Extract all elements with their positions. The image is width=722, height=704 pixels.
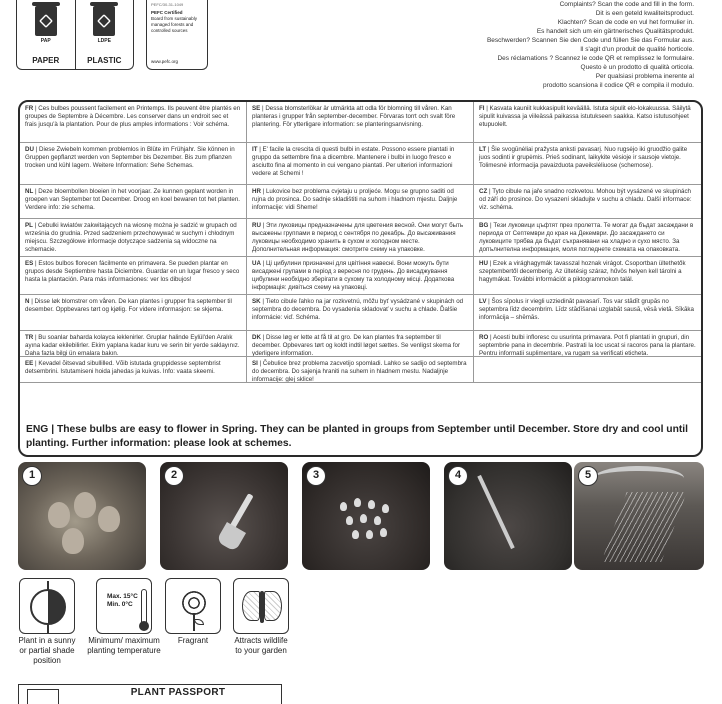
language-code: FI — [479, 105, 485, 112]
icon-caption: Fragrant — [177, 636, 209, 645]
language-code: FR — [25, 105, 34, 112]
pefc-url: www.pefc.org — [151, 59, 179, 64]
language-code: N — [25, 298, 30, 305]
language-code: RU — [252, 222, 261, 229]
multilingual-instructions — [18, 100, 703, 457]
step-number: 3 — [306, 466, 326, 486]
qr-line: Il s'agit d'un produit de qualité horticole. — [580, 46, 694, 53]
language-cell-ee: EE | Kevadel õitsevad sibullilled. Võib istutada gruppidesse septembrist detsembrini. Istutamiseni hoida jahedas ja kuivas. Info: vaata skeemi. — [20, 357, 247, 383]
language-code: ENG — [26, 424, 49, 435]
care-sun — [16, 578, 78, 666]
language-cell-ru: RU | Эти луковицы предназначены для цветения весной. Они могут быть высажены группами в период с сентября по декабрь. До высаживания луковицы необходимо хранить в сухом и холодном месте. Дополнительная информация: смотрите схему на упаковке. — [247, 219, 474, 257]
pefc-code: PEFC/30-31-1049 — [151, 2, 184, 7]
pefc-certification — [146, 0, 208, 70]
language-text: Čebulice brez problema zacvetijo spomladi. Lahko se sadijo od septembra do decembra. Do sajenja hraniti na suhem in hladnem mestu. Nadaljnje informacije: glej sklice! — [252, 360, 467, 383]
care-temperature — [86, 578, 162, 656]
language-cell-bg: BG | Тези луковици цъфтят през пролетта. Те могат да бъдат засаждани в периода от Септември до края на Декември. До засаждането си луковиците трябва да бъдат съхранявани на хладно и сухо място. За допълнителна информация, моля погледнете схемата на опаковката. — [474, 219, 701, 257]
step-2-dig-hole — [160, 462, 288, 570]
qr-line: Klachten? Scan de code en vul het formulier in. — [557, 19, 694, 26]
language-text: Tieto cibule ľahko na jar rozkvetnú, môžu byť vysádzané v skupinách od septembra do decembra. Do vysadenia skladovať v suchu a chlade. Ďalšie informácie: viď. Schéma. — [252, 298, 464, 321]
language-cell-sk: SK | Tieto cibule ľahko na jar rozkvetnú, môžu byť vysádzané v skupinách od septembra do decembra. Do vysadenia skladovať v suchu a chlade. Ďalšie informácie: viď. Schéma. — [247, 295, 474, 331]
language-code: EE — [25, 360, 34, 367]
flower-icon — [165, 578, 221, 634]
language-cell-hu: HU | Ezek a virághagymák tavasszal hoznak virágot. Csoportban ültethetők szeptembertől decemberig. Az ültetésig száraz, hűvös helyen kell tárolni a hagymákat. További információt a piktogrammokon talál. — [474, 257, 701, 295]
language-text: Ці цибулини призначені для цвітіння навесні. Вони можуть бути висаджені групами в період з вересня по грудень. До висаджування цибулини необхідно зберігати в сухому та холодному місці. Додаткова інформація: дивіться схему на упаковці. — [252, 260, 455, 291]
language-code: LV — [479, 298, 487, 305]
recycling-plastic — [76, 0, 134, 69]
care-fragrant — [162, 578, 224, 646]
language-cell-lt: LT | Šie svogūnėliai pražysta anksti pavasarį. Nuo rugsėjo iki gruodžio galite juos sodinti ir grupėmis. Prieš sodinant, laikykite vėsioje ir sausoje vietoje. Tolimesnė informacija pavaizduota paveikslėliuose (schemose). — [474, 143, 701, 185]
language-code: SI — [252, 360, 258, 367]
language-code: HU — [479, 260, 488, 267]
icon-caption: Plant in a sunny or partial shade position — [18, 636, 76, 665]
qr-line: prodotto scansiona il codice QR e compila il modulo. — [542, 82, 694, 89]
pefc-title: PEFC Certified — [151, 10, 183, 15]
language-text: Disse løk blomstrer om våren. De kan plantes i grupper fra september til desember. Oppbevares tørt og kjølig. For videre informasjon: se skjema. — [25, 298, 232, 313]
qr-line: Complaints? Scan the code and fill in the form. — [559, 1, 694, 8]
language-cell-tr: TR | Bu soanlar baharda kolayca ieklenirler. Gruplar halinde Eylül'den Aralık ayına kadar ekilebilirler. Ekim yaplana kadar kuru ve serin bir yerde saklayınız. Daha fazla bilgi ün emalara bakın. — [20, 331, 247, 357]
language-cell-ro: RO | Acesti bulbi infloresc cu usurinta primavara. Pot fi plantati in grupuri, din septembrie pana in decembrie. Pastrati la loc uscat si racoros pana la plantare. Pentru informatii suplimentare, va rugam sa verificati eticheta. — [474, 331, 701, 357]
step-4-rake-soil — [444, 462, 572, 570]
language-text: E' facile la crescita di questi bulbi in estate. Possono essere piantati in gruppo da settembre fina a dicembre. Mantenere i bulbi in luogo fresco e asciutto fina al momento in cui vengano piantati. Per ulteriori informazioni vedere at Schemi ! — [252, 146, 455, 177]
step-number: 4 — [448, 466, 468, 486]
language-cell-pl: PL | Cebulki kwiatów zakwitających na wiosnę można je sadzić w grupach od września do grudnia. Przed sadzeniem przechowywać w suchym i chłodnym miejscu. Szczegółowe informacje dotyczące sadzenia są widoczne na schemacie. — [20, 219, 247, 257]
language-cell-lv: LV | Šos sīpolus ir viegli uzziedināt pavasarī. Tos var stādīt grupās no septembra līdz decembrim. Līdz stādīšanai uzglabāt sausā, vēsā vietā. Sīkāka informācija – shēmās. — [474, 295, 701, 331]
eu-flag-icon — [27, 689, 59, 704]
step-3-place-bulbs — [302, 462, 430, 570]
recycling-label: PLASTIC — [87, 56, 122, 65]
recycling-label: PAPER — [32, 56, 60, 65]
language-cell-es: ES | Estos bulbos florecen fácilmente en primavera. Se pueden plantar en grupos desde Septiembre hasta Diciembre. Guardar en un lugar fresco y seco hasta la plantación. Para más informaciones: ver los dibujos! — [20, 257, 247, 295]
language-text: Šie svogūnėliai pražysta anksti pavasarį. Nuo rugsėjo iki gruodžio galite juos sodinti ir grupėmis. Prieš sodinant, laikykite vėsioje ir sausoje vietoje. Tolimesnė informacija pavaizduota paveikslėliuose (schemose). — [479, 146, 688, 169]
language-code: TR — [25, 334, 34, 341]
language-code: HR — [252, 188, 261, 195]
language-cell-dk: DK | Disse løg er lette at få til at gro. De kan plantes fra september til december. Opbevares tørt og koldt indtil løget sættes. Se venligst skema for yderligere information. — [247, 331, 474, 357]
passport-title: PLANT PASSPORT — [130, 687, 226, 698]
step-1-bulbs-in-hands — [18, 462, 146, 570]
language-cell-fi: FI | Kasvata kauniit kukkasipulit keväällä. Istuta sipulit elo-lokakuussa. Säilytä sipulit kuivassa ja viileässä paikassa istutukseen saakka. Katso istutusohjeet etupuolelt. — [474, 102, 701, 143]
language-cell-nl: NL | Deze bloembollen bloeien in het voorjaar. Ze kunnen geplant worden in groepen van September tot December. Droog en koel bewaren tot het planten. Verdere info: zie schema. — [20, 185, 247, 219]
language-code: ES — [25, 260, 34, 267]
language-text: Šos sīpolus ir viegli uzziedināt pavasarī. Tos var stādīt grupās no septembra līdz decembrim. Līdz stādīšanai uzglabāt sausā, vēsā vietā. Sīkāka informācija – shēmās. — [479, 298, 694, 321]
english-instructions: ENG | These bulbs are easy to flower in Spring. They can be planted in groups from September until December. Store dry and cool until planting. Further information: please look at schemes. — [26, 424, 689, 449]
paper-bin-icon — [35, 6, 57, 36]
recycling-paper — [17, 0, 76, 69]
language-text: Тези луковици цъфтят през пролетта. Те могат да бъдат засаждани в периода от Септември до края на Декември. До засаждането си луковиците трябва да бъдат съхранявани на хладно и сухо място. За допълнителна информация, моля погледнете схемата на опаковката. — [479, 222, 694, 253]
language-grid — [20, 102, 701, 383]
thermometer-icon — [96, 578, 152, 634]
language-cell-hr: HR | Lukovice bez problema cvjetaju u proljeće. Mogu se grupno saditi od rujna do prosinca. Do sadnje skladištiti na suhom i hladnom mjestu. Daljnje informacije: vidi Sheme! — [247, 185, 474, 219]
language-text: Dessa blomsterlökar är utmärkta att odla för blomning till våren. Kan planteras i grupper från september-december. Förvaras torrt och svalt före plantering. För ytterligare information: se planteringsanvisning. — [252, 105, 456, 128]
language-code: BG — [479, 222, 489, 229]
language-cell-ua: UA | Ці цибулини призначені для цвітіння навесні. Вони можуть бути висаджені групами в період з вересня по грудень. До висаджування цибулини необхідно зберігати в сухому та холодному місці. Додаткова інформація: дивіться схему на упаковці. — [247, 257, 474, 295]
qr-line: Per qualsiasi problema inerente al — [595, 73, 694, 80]
language-text: Cebulki kwiatów zakwitających na wiosnę można je sadzić w grupach od września do grudnia. Przed sadzeniem przechowywać w suchym i chłodnym miejscu. Szczegółowe informacje dotyczące sadzenia są widoczne na schemacie. — [25, 222, 237, 253]
language-text: Tyto cibule na jaře snadno rozkvetou. Mohou být vysázené ve skupinách od září do prosince. Do vysazení skladujte v suchu a chladu. Další informace: viz. schéma. — [479, 188, 692, 211]
language-code: SE — [252, 105, 261, 112]
packaging-header — [0, 0, 722, 92]
language-code: PL — [25, 222, 33, 229]
min-temp: Min. 0°C — [107, 601, 133, 608]
language-text: Diese Zwiebeln kommen problemlos in Blüte im Frühjahr. Sie können in Gruppen gepflanzt werden von September bis Dezember. Bis zum pflanzen trocken und kühl lagern. Weitere Information: Sehe Schemas. — [25, 146, 235, 169]
language-code: SK — [252, 298, 261, 305]
qr-line: Questo è un prodotto di qualità orticola. — [580, 64, 694, 71]
step-number: 5 — [578, 466, 598, 486]
step-5-water — [574, 462, 704, 570]
language-cell-n: N | Disse løk blomstrer om våren. De kan plantes i grupper fra september til desember. Oppbevares tørt og kjølig. For videre informasjon: se skjema. — [20, 295, 247, 331]
butterfly-icon — [233, 578, 289, 634]
language-text: Estos bulbos florecen fácilmente en primavera. Se pueden plantar en grupos desde Septiembre hasta Diciembre. Guardar en un lugar fresco y seco hasta la plantación. Para más informaciones: ver los dibujos! — [25, 260, 240, 283]
language-code: DK — [252, 334, 261, 341]
planting-steps — [18, 462, 704, 570]
language-cell-se: SE | Dessa blomsterlökar är utmärkta att odla för blomning till våren. Kan planteras i grupper från september-december. Förvaras torrt och svalt före plantering. För ytterligare information: se planteringsanvisning. — [247, 102, 474, 143]
language-code: NL — [25, 188, 34, 195]
language-code: CZ — [479, 188, 488, 195]
qr-line: Beschwerden? Scannen Sie den Code und füllen Sie das Formular aus. — [486, 37, 694, 44]
language-cell-du: DU | Diese Zwiebeln kommen problemlos in Blüte im Frühjahr. Sie können in Gruppen gepflanzt werden von September bis Dezember. Bis zum pflanzen trocken und kühl lagern. Weitere Information: Sehe Schemas. — [20, 143, 247, 185]
step-number: 2 — [164, 466, 184, 486]
pefc-text: Board from sustainably managed forests and controlled sources — [151, 16, 198, 33]
language-cell-fr: FR | Ces bulbes poussent facilement en Printemps. Ils peuvent être plantés en groupes de Septembre à Décembre. Les conserver dans un endroit sec et frais jusqu'à la plantation. Pour de plus amples informations : Voir schéma. — [20, 102, 247, 143]
language-cell-empty — [474, 357, 701, 383]
qr-line: Des réclamations ? Scannez le code QR et remplissez le formulaire. — [497, 55, 694, 62]
care-wildlife — [230, 578, 292, 656]
care-icons — [18, 578, 318, 674]
language-text: Disse løg er lette at få til at gro. De kan plantes fra september til december. Opbevares tørt og koldt indtil løget sættes. Se venligst skema for yderligere information. — [252, 334, 461, 357]
sun-partial-shade-icon — [19, 578, 75, 634]
quality-complaints-text — [444, 0, 694, 90]
language-cell-si: SI | Čebulice brez problema zacvetijo spomladi. Lahko se sadijo od septembra do decembra. Do sajenja hraniti na suhem in hladnem mestu. Nadaljnje informacije: glej sklice! — [247, 357, 474, 383]
qr-line: Es handelt sich um ein gärtnerisches Qualitätsprodukt. — [536, 28, 694, 35]
step-number: 1 — [22, 466, 42, 486]
language-cell-cz: CZ | Tyto cibule na jaře snadno rozkvetou. Mohou být vysázené ve skupinách od září do prosince. Do vysazení skladujte v suchu a chladu. Další informace: viz. schéma. — [474, 185, 701, 219]
language-cell-it: IT | E' facile la crescita di questi bulbi in estate. Possono essere piantati in gruppo da settembre fina a dicembre. Mantenere i bulbi in luogo fresco e asciutto fina al momento in cui vengano piantati. Per ulteriori informazioni vedere at Schemi ! — [247, 143, 474, 185]
language-text: Ezek a virághagymák tavasszal hoznak virágot. Csoportban ültethetők szeptembertől decemberig. Az ültetésig száraz, hűvös helyen kell tárolni a hagymákat. További információt a piktogrammokon talál. — [479, 260, 686, 283]
language-text: Lukovice bez problema cvjetaju u proljeće. Mogu se grupno saditi od rujna do prosinca. Do sadnje skladištiti na suhom i hladnom mjestu. Daljnje informacije: vidi Sheme! — [252, 188, 458, 211]
language-text: Kevadel õitsevad sibullilled. Võib istutada gruppidesse septembrist detsembrini. Istutamiseni hoida jahedas ja kuivas. Info: vaata skeemi. — [25, 360, 221, 375]
language-code: UA — [252, 260, 261, 267]
plastic-bin-icon — [93, 6, 115, 36]
language-text: Эти луковицы предназначены для цветения весной. Они могут быть высажены группами в период с сентября по декабрь. До высаживания луковицы необходимо хранить в сухом и холодном месте. Дополнительная информация: смотрите схему на упаковке. — [252, 222, 464, 253]
recycling-code: PAP — [40, 38, 51, 44]
language-code: RO — [479, 334, 489, 341]
max-temp: Max. 15°C — [107, 593, 138, 600]
language-text: Bu soanlar baharda kolayca ieklenirler. Gruplar halinde Eylül'den Aralık ayına kadar ekilebilirler. Ekim yaplana kadar kuru ve serin bir yerde saklayınız. Daha fazla bilgi ün emalara bakın. — [25, 334, 240, 357]
language-text: Acesti bulbi infloresc cu usurinta primavara. Pot fi plantati in grupuri, din septembrie pana in decembrie. Pastrati la loc uscat si racoros pana la plantare. Pentru informatii suplimentare, va rugam sa verificati eticheta. — [479, 334, 696, 357]
icon-caption: Attracts wildlife to your garden — [234, 636, 288, 655]
language-text: Kasvata kauniit kukkasipulit keväällä. Istuta sipulit elo-lokakuussa. Säilytä sipulit kuivassa ja viileässä paikassa istutukseen saakka. Katso istutusohjeet etupuolelt. — [479, 105, 691, 128]
recycling-code: LDPE — [97, 38, 111, 44]
english-text: These bulbs are easy to flower in Spring. They can be planted in groups from September until December. Store dry and cool until planting. Further information: please look at schemes. — [26, 424, 689, 449]
icon-caption: Minimum/ maximum planting temperature — [87, 636, 161, 655]
language-code: LT — [479, 146, 487, 153]
recycling-symbols — [16, 0, 134, 70]
language-code: DU — [25, 146, 34, 153]
qr-line: Dit is een geteld kwaliteitsproduct. — [595, 10, 694, 17]
plant-passport — [18, 684, 282, 704]
language-text: Ces bulbes poussent facilement en Printemps. Ils peuvent être plantés en groupes de Septembre à Décembre. Les conserver dans un endroit sec et frais jusqu'à la plantation. Pour de plus amples informations : Voir schéma. — [25, 105, 241, 128]
language-text: Deze bloembollen bloeien in het voorjaar. Ze kunnen geplant worden in groepen van September tot December. Droog en koel bewaren tot het planten. Verdere info: zie schema. — [25, 188, 240, 211]
language-code: IT — [252, 146, 258, 153]
